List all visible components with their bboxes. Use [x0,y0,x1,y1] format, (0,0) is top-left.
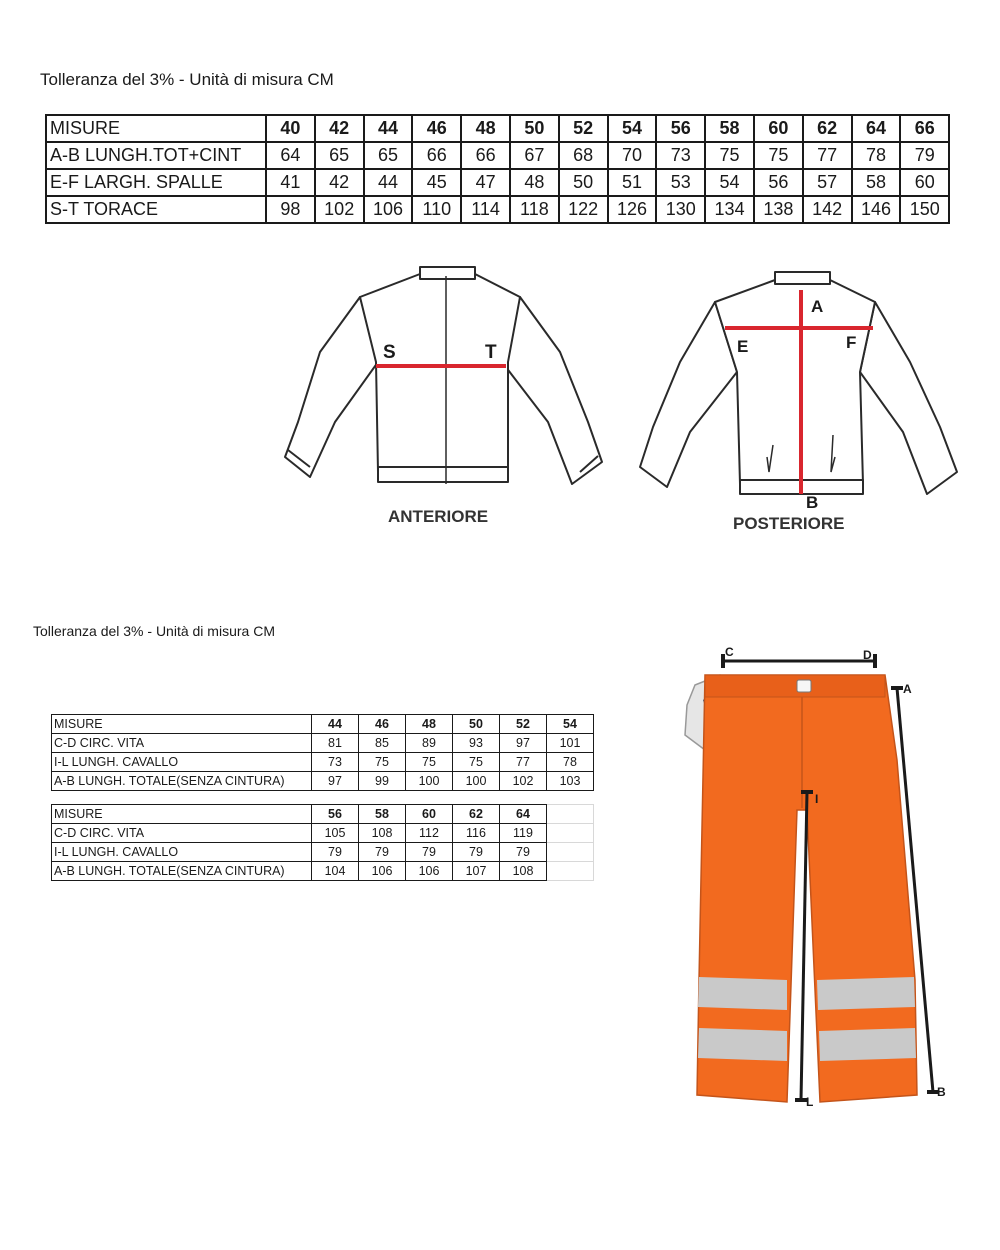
size-header-cell: 50 [510,115,559,142]
value-cell: 51 [608,169,657,196]
size-header-cell: 62 [453,805,500,824]
jacket-back-right-sleeve [860,302,957,494]
value-cell: 70 [608,142,657,169]
size-header-cell: 60 [754,115,803,142]
size-header-cell: 66 [900,115,949,142]
point-i-label: I [815,792,819,806]
size-header-cell: 40 [266,115,315,142]
size-header-cell: 44 [364,115,413,142]
value-cell: 75 [359,753,406,772]
trousers-size-table-1 [51,714,594,791]
size-header-cell: 60 [406,805,453,824]
value-cell: 45 [412,169,461,196]
value-cell: 68 [559,142,608,169]
value-cell: 64 [266,142,315,169]
value-cell: 66 [461,142,510,169]
point-d-label: D [863,648,872,662]
value-cell: 107 [453,862,500,881]
row-label-cell: S-T TORACE [46,196,266,223]
back-caption: POSTERIORE [733,514,845,533]
value-cell: 119 [500,824,547,843]
reflective-stripe [698,1028,787,1061]
value-cell: 112 [406,824,453,843]
value-cell: 79 [900,142,949,169]
size-header-cell: 64 [852,115,901,142]
value-cell: 75 [705,142,754,169]
value-cell: 98 [266,196,315,223]
size-header-cell: 56 [312,805,359,824]
value-cell: 54 [705,169,754,196]
value-cell: 56 [754,169,803,196]
value-cell: 118 [510,196,559,223]
size-header-cell: 44 [312,715,359,734]
table-row [52,734,594,753]
value-cell: 67 [510,142,559,169]
jacket-back-collar [775,272,830,284]
table-header-row [52,715,594,734]
size-header-cell: 50 [453,715,500,734]
value-cell: 138 [754,196,803,223]
table-header-row [46,115,949,142]
front-caption: ANTERIORE [388,507,489,526]
value-cell: 130 [656,196,705,223]
table-row [52,753,594,772]
value-cell: 150 [900,196,949,223]
value-cell: 79 [406,843,453,862]
table-header-row [52,805,594,824]
table-row [52,824,594,843]
value-cell: 78 [547,753,594,772]
value-cell: 108 [500,862,547,881]
row-label-cell: I-L LUNGH. CAVALLO [52,753,312,772]
table-row [52,772,594,791]
value-cell: 100 [406,772,453,791]
value-cell: 106 [364,196,413,223]
value-cell: 105 [312,824,359,843]
value-cell: 102 [315,196,364,223]
size-header-cell: 56 [656,115,705,142]
value-cell: 99 [359,772,406,791]
header-label-cell: MISURE [52,715,312,734]
empty-cell [547,862,594,881]
reflective-stripe [817,977,915,1010]
point-a-label: A [811,297,824,316]
value-cell: 65 [315,142,364,169]
value-cell: 77 [500,753,547,772]
jacket-front-collar [420,267,475,279]
row-label-cell: C-D CIRC. VITA [52,734,312,753]
size-header-cell: 52 [500,715,547,734]
size-header-cell: 58 [359,805,406,824]
value-cell: 122 [559,196,608,223]
point-e-label: E [737,337,749,356]
jacket-tolerance-note: Tolleranza del 3% - Unità di misura CM [40,70,334,89]
value-cell: 48 [510,169,559,196]
point-b-label: B [937,1085,946,1099]
value-cell: 47 [461,169,510,196]
value-cell: 100 [453,772,500,791]
size-header-cell: 54 [608,115,657,142]
value-cell: 79 [453,843,500,862]
value-cell: 97 [312,772,359,791]
trousers-tolerance-note: Tolleranza del 3% - Unità di misura CM [33,623,275,639]
size-header-cell: 48 [461,115,510,142]
value-cell: 73 [656,142,705,169]
value-cell: 66 [412,142,461,169]
value-cell: 41 [266,169,315,196]
value-cell: 89 [406,734,453,753]
size-header-cell: 42 [315,115,364,142]
point-t-label: T [485,342,497,363]
value-cell: 85 [359,734,406,753]
value-cell: 57 [803,169,852,196]
point-f-label: F [846,333,857,352]
value-cell: 106 [406,862,453,881]
value-cell: 65 [364,142,413,169]
size-header-cell: 52 [559,115,608,142]
value-cell: 79 [312,843,359,862]
trousers-size-table-2 [51,804,594,881]
jacket-front-waistband [378,467,508,482]
value-cell: 58 [852,169,901,196]
size-header-cell: 62 [803,115,852,142]
row-label-cell: I-L LUNGH. CAVALLO [52,843,312,862]
table-row [46,142,949,169]
value-cell: 146 [852,196,901,223]
jacket-size-table [45,114,950,224]
reflective-stripe [819,1028,916,1061]
point-s-label: S [383,342,396,363]
value-cell: 75 [453,753,500,772]
trousers-waistband [705,675,885,697]
table-row [52,843,594,862]
value-cell: 102 [500,772,547,791]
value-cell: 134 [705,196,754,223]
size-header-cell: 46 [359,715,406,734]
value-cell: 78 [852,142,901,169]
table-row [46,169,949,196]
point-b-label: B [806,493,819,512]
table-row [52,862,594,881]
header-label-cell: MISURE [46,115,266,142]
row-label-cell: E-F LARGH. SPALLE [46,169,266,196]
value-cell: 142 [803,196,852,223]
value-cell: 50 [559,169,608,196]
size-header-cell: 58 [705,115,754,142]
value-cell: 126 [608,196,657,223]
reflective-stripe [698,977,787,1010]
value-cell: 79 [500,843,547,862]
point-l-label: L [806,1095,814,1109]
size-header-cell: 46 [412,115,461,142]
value-cell: 116 [453,824,500,843]
jacket-back-diagram [635,262,965,542]
value-cell: 73 [312,753,359,772]
jacket-back-left-sleeve [640,302,737,487]
value-cell: 106 [359,862,406,881]
row-label-cell: A-B LUNGH. TOTALE(SENZA CINTURA) [52,772,312,791]
empty-cell [547,843,594,862]
jacket-back-body [715,280,875,484]
size-header-cell: 64 [500,805,547,824]
row-label-cell: A-B LUNGH. TOTALE(SENZA CINTURA) [52,862,312,881]
trousers-diagram [675,640,965,1110]
value-cell: 81 [312,734,359,753]
value-cell: 42 [315,169,364,196]
value-cell: 77 [803,142,852,169]
value-cell: 60 [900,169,949,196]
value-cell: 114 [461,196,510,223]
table-row [46,196,949,223]
jacket-front-left-sleeve [285,297,378,477]
jacket-front-body [360,274,520,472]
point-a-label: A [903,682,912,696]
value-cell: 101 [547,734,594,753]
value-cell: 53 [656,169,705,196]
value-cell: 79 [359,843,406,862]
value-cell: 97 [500,734,547,753]
row-label-cell: C-D CIRC. VITA [52,824,312,843]
jacket-front-right-sleeve [502,297,602,484]
value-cell: 103 [547,772,594,791]
jacket-front-diagram [280,262,610,532]
size-header-cell: 48 [406,715,453,734]
row-label-cell: A-B LUNGH.TOT+CINT [46,142,266,169]
value-cell: 75 [754,142,803,169]
value-cell: 104 [312,862,359,881]
inseam-measure-line [801,792,807,1100]
header-label-cell: MISURE [52,805,312,824]
value-cell: 44 [364,169,413,196]
empty-cell [547,824,594,843]
value-cell: 93 [453,734,500,753]
size-header-cell: 54 [547,715,594,734]
empty-cell [547,805,594,824]
point-c-label: C [725,645,734,659]
value-cell: 75 [406,753,453,772]
value-cell: 108 [359,824,406,843]
value-cell: 110 [412,196,461,223]
